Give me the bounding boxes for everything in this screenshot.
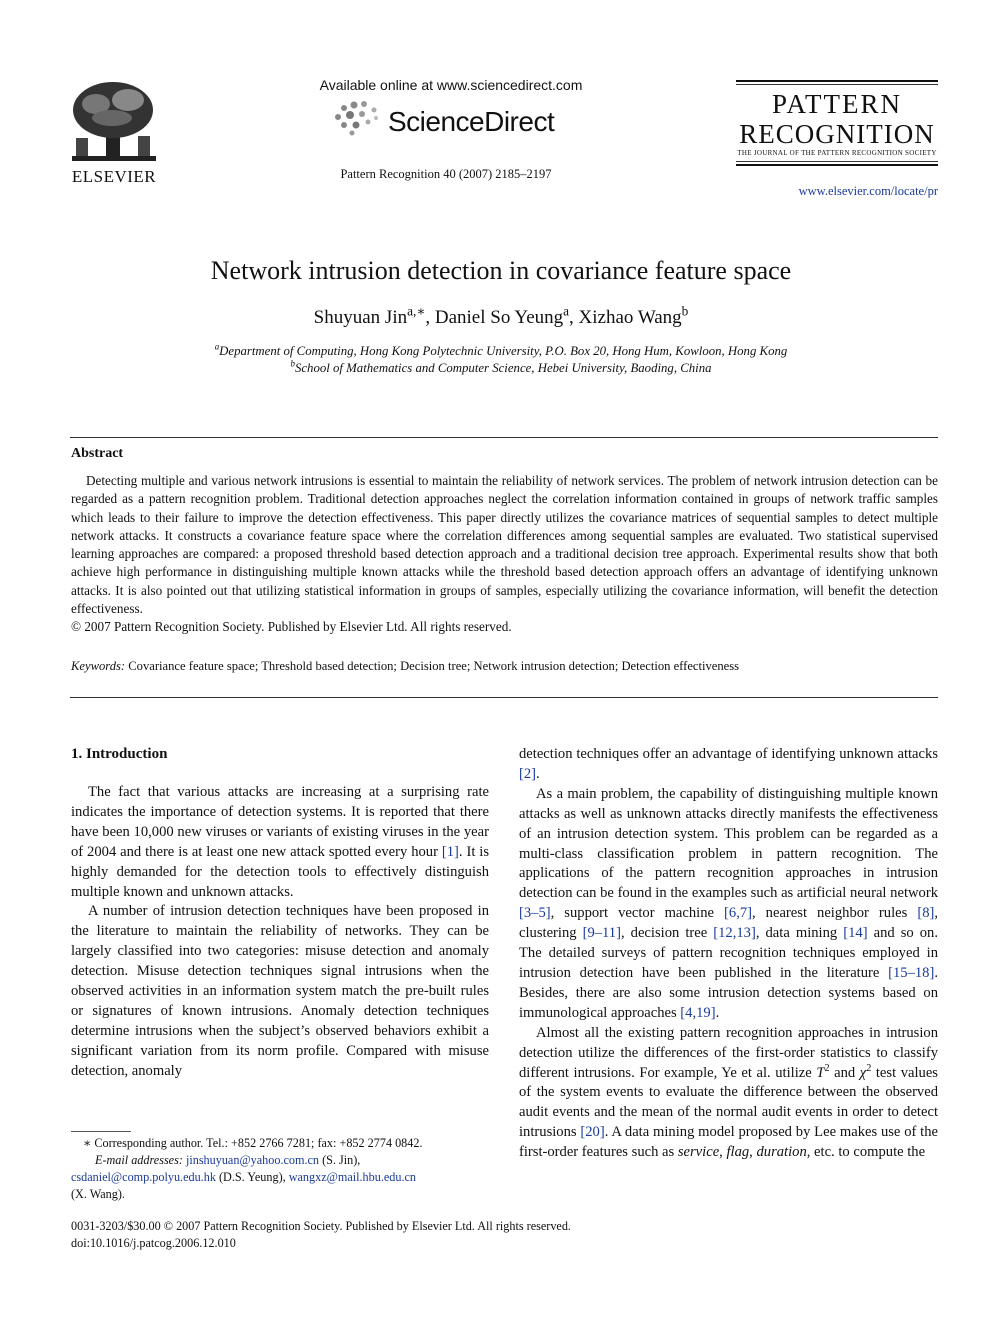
- citation-link[interactable]: [20]: [580, 1124, 605, 1141]
- paragraph: A number of intrusion detection techniques have been proposed in the literature to maintain the reliability of networks. They can be largely classified into two categories: misuse detection and anomaly detection. Misuse detection techniques signal intrusions when the observed activities in an information system match the pre-built rules or signatures of known intrusions. Anomaly detection techniques determine intrusions when the subject’s observed behaviors exhibit a significant variation from its norm profile. Compared with misuse detection, anomaly: [71, 903, 489, 1079]
- affiliation-a: $^a$Department of Computing, Hong Kong Polytechnic University, P.O. Box 20, Hong Hum, Kowloon, Hong Kong: [214, 341, 788, 358]
- citation-link[interactable]: [8]: [917, 905, 935, 922]
- abstract-text: Detecting multiple and various network intrusions is essential to maintain the reliability of network services. The problem of network intrusion detection can be regarded as a pattern recognition problem. Traditional detection approaches neglect the correlation information contained in groups of network traffic samples which leads to their failure to improve the detection effectiveness. This paper directly utilizes the covariance matrices of sequential samples to detect multiple network attacks. It constructs a covariance feature space where the correlation differences among sequential samples are evaluated. Two statistical supervised learning approaches are compared: a proposed threshold based detection approach and a traditional decision tree approach. Experimental results show that both achieve high performance in distinguishing multiple known attacks while the threshold based detection approach offers an advantage of identifying unknown attacks. It is also pointed out that utilizing statistical information in groups of samples, especially utilizing the covariance information, will benefit the detection effectiveness.: [71, 473, 938, 617]
- sciencedirect-dots-icon: [330, 98, 390, 138]
- author-name: Daniel So Yeung: [434, 307, 564, 328]
- email-link[interactable]: csdaniel@comp.polyu.edu.hk: [71, 1170, 216, 1184]
- citation-link[interactable]: [15–18]: [888, 964, 935, 981]
- abstract-copyright: © 2007 Pattern Recognition Society. Published by Elsevier Ltd. All rights reserved.: [71, 619, 512, 635]
- citation-link[interactable]: [12,13]: [713, 925, 756, 942]
- citation-link[interactable]: [2]: [519, 765, 537, 782]
- paragraph: detection techniques offer an advantage of identifying unknown attacks [2].: [519, 746, 938, 782]
- article-title: Network intrusion detection in covariance feature space: [210, 256, 792, 285]
- email-link[interactable]: jinshuyuan@yahoo.com.cn: [185, 1153, 320, 1167]
- citation-link[interactable]: [9–11]: [582, 925, 621, 942]
- corresponding-author: Corresponding author. Tel.: +852 2766 7281; fax: +852 2774 0842.: [94, 1136, 423, 1150]
- affiliation-b: $^b$School of Mathematics and Computer Science, Hebei University, Baoding, China: [290, 358, 712, 375]
- journal-masthead: [736, 80, 938, 180]
- email-link[interactable]: wangxz@mail.hbu.edu.cn: [288, 1170, 417, 1184]
- elsevier-logo: [66, 78, 162, 186]
- citation-link[interactable]: [4,19]: [680, 1004, 716, 1021]
- author-affiliation-mark: b: [681, 303, 689, 319]
- divider: [70, 437, 938, 438]
- available-online: Available online at www.sciencedirect.com: [319, 77, 583, 93]
- author-name: Shuyuan Jin: [313, 307, 408, 328]
- keywords-list: Covariance feature space; Threshold based detection; Decision tree; Network intrusion detection; Detection effectiveness: [128, 659, 740, 673]
- divider: [70, 697, 938, 698]
- paragraph: Almost all the existing pattern recognition approaches in intrusion detection utilize the differences of the first-order statistics to classify different intrusions. For example, Ye et al. utilize $T^2$ and $\chi^2$ test values of the system events to evaluate the difference between the observed audit events and the mean of the normal audit events in order to detect intrusions [20]. A data mining model proposed by Lee makes use of the first-order features such as service, flag, duration, etc. to compute the: [519, 1024, 939, 1161]
- author-list: Shuyuan Jin$^{a,∗}$, Daniel So Yeung$^a$, Xizhao Wang$^b$: [313, 303, 689, 328]
- left-column: [71, 744, 489, 1082]
- paragraph: As a main problem, the capability of distinguishing multiple known attacks as well as unknown attacks directly manifests the effectiveness of an intrusion detection system. This problem can be regarded as a multi-class classification problem in pattern recognition. The applications of the pattern recognition approaches in intrusion detection can be found in the examples such as artificial neural network [3–5], support vector machine [6,7], nearest neighbor rules [8], clustering [9–11], decision tree [12,13], data mining [14] and so on. The detailed surveys of pattern recognition techniques employed in intrusion detection have been published in the literature [15–18]. Besides, there are also some intrusion detection systems based on immunological approaches [4,19].: [519, 785, 939, 1021]
- citation-link[interactable]: [3–5]: [519, 905, 551, 922]
- page-footer: [71, 1218, 771, 1252]
- author-affiliation-mark: a,∗: [407, 303, 426, 319]
- right-column: [519, 745, 938, 1163]
- issn-line: 0031-3203/$30.00 © 2007 Pattern Recognition Society. Published by Elsevier Ltd. All rights reserved.: [71, 1219, 571, 1233]
- doi-line: doi:10.1016/j.patcog.2006.12.010: [71, 1236, 236, 1250]
- abstract-body: [71, 472, 938, 637]
- sciencedirect-logo: [330, 98, 570, 142]
- publisher-name: ELSEVIER: [71, 167, 157, 186]
- citation-link[interactable]: [1]: [441, 843, 459, 860]
- footnote-rule: [71, 1131, 131, 1132]
- journal-url-link[interactable]: www.elsevier.com/locate/pr: [798, 184, 938, 198]
- journal-citation: Pattern Recognition 40 (2007) 2185–2197: [340, 167, 552, 181]
- elsevier-tree-icon: [66, 78, 162, 164]
- citation-link[interactable]: [14]: [843, 925, 868, 942]
- keywords: [71, 659, 938, 674]
- author-affiliation-mark: a: [563, 303, 570, 319]
- footnote: ∗ Corresponding author. Tel.: +852 2766 7281; fax: +852 2774 0842. E-mail addresses: jinshuyuan@yahoo.com.cn (S. Jin), csdaniel@comp.polyu.edu.hk (D.S. Yeung), wangxz@mail.hbu.edu.cn (X. Wang).: [71, 1136, 423, 1201]
- citation-link[interactable]: [6,7]: [724, 905, 753, 922]
- keywords-label: Keywords:: [71, 659, 126, 673]
- affiliations: [60, 343, 942, 377]
- journal-name-line1: PATTERN: [771, 89, 903, 119]
- journal-subtitle: THE JOURNAL OF THE PATTERN RECOGNITION SOCIETY: [737, 149, 937, 157]
- section-heading: 1. Introduction: [71, 746, 168, 762]
- abstract-heading: Abstract: [71, 446, 124, 461]
- paragraph: The fact that various attacks are increasing at a surprising rate indicates the importance of detection systems. It is reported that there have been 10,000 new viruses or variants of existing viruses in the year of 2004 and there is at least one new attack spotted every hour [1]. It is highly demanded for the detection tools to effectively distinguish multiple known and unknown attacks.: [71, 784, 490, 900]
- journal-name-line2: RECOGNITION: [739, 119, 935, 149]
- author-name: Xizhao Wang: [578, 307, 682, 328]
- sciencedirect-wordmark: ScienceDirect: [388, 106, 555, 137]
